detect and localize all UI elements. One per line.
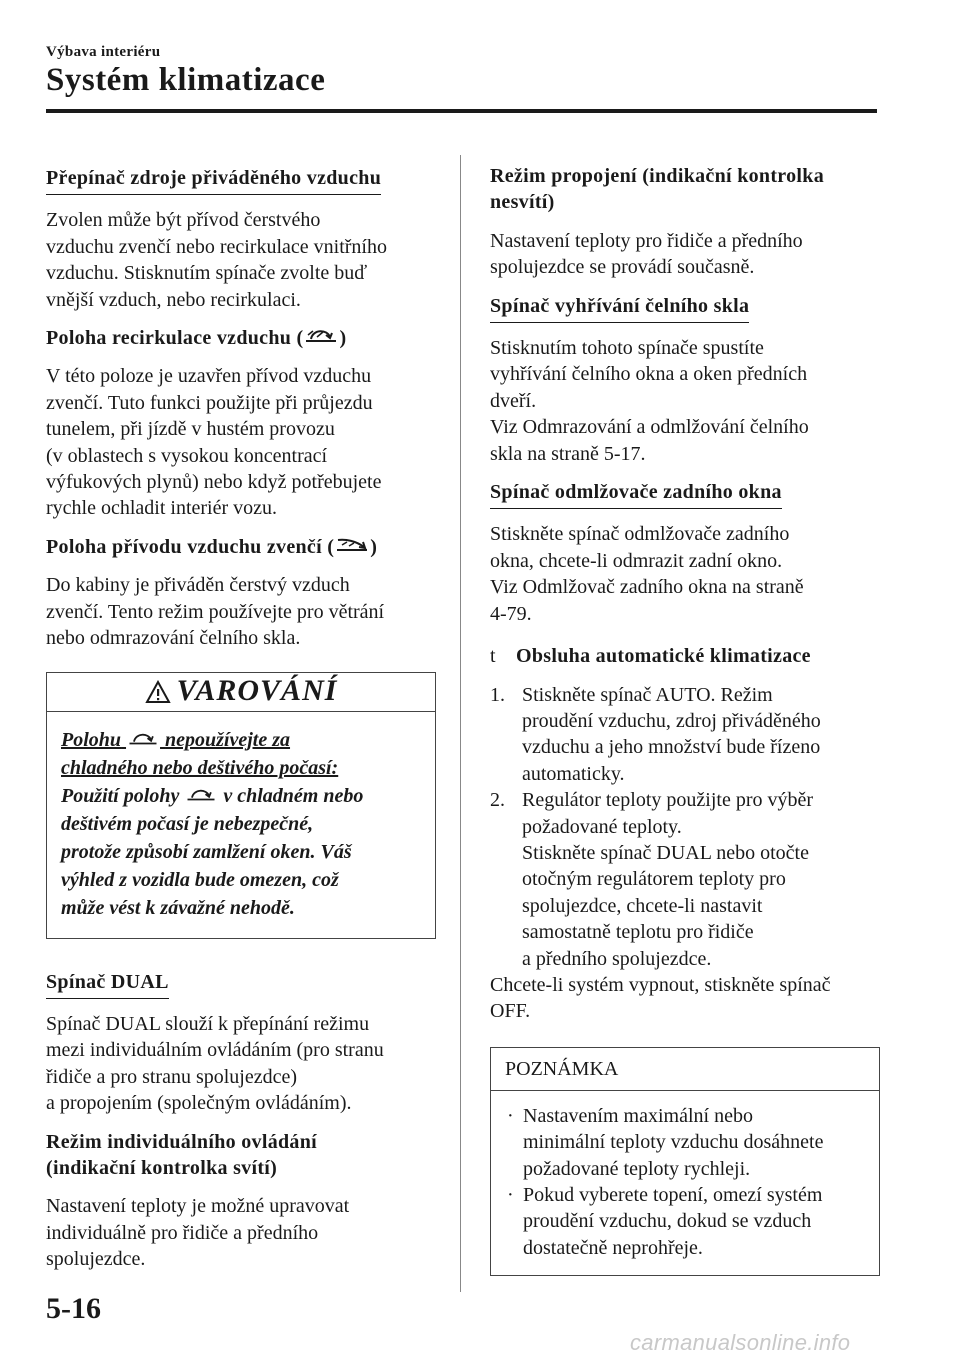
title-rule [46,109,877,113]
column-divider [460,155,461,1292]
heading-windshield-heater: Spínač vyhřívání čelního skla [490,293,749,323]
heading-fresh-air: Poloha přívodu vzduchu zvenčí ( ) [46,535,378,558]
heading-dual-switch: Spínač DUAL [46,969,169,999]
right-column [490,163,880,1276]
recirculation-icon [184,786,218,804]
watermark: carmanualsonline.info [630,1330,851,1355]
paragraph: Nastavení teploty je možné upravovat individuálně pro řidiče a předního spolujezdce. [46,1195,350,1271]
heading-air-source: Přepínač zdroje přiváděného vzduchu [46,165,381,195]
heading-recirculation: Poloha recirkulace vzduchu ( ) [46,327,347,350]
note-body [491,1091,879,1275]
paragraph: Stisknutím tohoto spínače spustíte vyhřívání čelního okna a oken předních dveří. Viz Odmrazování a odmlžování čelního skla na straně 5-17. [490,337,809,465]
paragraph: Spínač DUAL slouží k přepínání režimu mezi individuálním ovládáním (pro stranu řidiče a pro stranu spolujezdce) a propojením (společným ovládáním). [46,1012,384,1115]
warning-title: VAROVÁNÍ [176,674,338,708]
page-number: 5-16 [46,1292,101,1325]
heading-rear-defroster: Spínač odmlžovače zadního okna [490,479,782,509]
paragraph: Do kabiny je přiváděn čerstvý vzduch zvenčí. Tento režim používejte pro větrání nebo odmrazování čelního skla. [46,574,385,650]
paragraph: Nastavení teploty pro řidiče a předního spolujezdce se provádí současně. [490,229,803,279]
left-column [46,165,436,1273]
section-label: Výbava interiéru [46,44,161,60]
paragraph: Chcete-li systém vypnout, stiskněte spínač OFF. [490,973,831,1023]
note-item: · Nastavením maximální nebo minimální teploty vzduchu dosáhnete požadované teploty rychleji. [507,1104,824,1180]
note-item: · Pokud vyberete topení, omezí systém proudění vzduchu, dokud se vzduch dostatečně neprohřeje. [507,1184,823,1259]
warning-triangle-icon [145,680,171,704]
list-item: 2. Regulátor teploty použijte pro výběr požadované teploty. Stiskněte spínač DUAL nebo otočte otočným regulátorem teploty pro spolujezdce, chcete-li nastavit samostatně teplotu pro řidiče a předního spolujezdce. [490,789,814,970]
list-item: 1. Stiskněte spínač AUTO. Režim proudění vzduchu, zdroj přiváděného vzduchu a jeho množství bude řízeno automaticky. [490,683,821,785]
warning-header [47,673,435,712]
heading-individual-mode: Režim individuálního ovládání (indikační kontrolka svítí) [46,1130,317,1179]
paragraph: V této poloze je uzavřen přívod vzduchu zvenčí. Tuto funkci použijte při průjezdu tunelem, při jízdě v hustém provozu (v oblastech s vysokou koncentrací výfukových plynů) nebo když potřebujete rychle ochladit interiér vozu. [46,365,382,520]
steps-list [490,682,880,972]
fresh-air-icon [334,535,370,555]
paragraph: Stiskněte spínač odmlžovače zadního okna, chcete-li odmrazit zadní okno. Viz Odmlžovač zadního okna na straně 4-79. [490,523,804,625]
recirculation-icon [303,326,339,346]
note-title: POZNÁMKA [491,1048,879,1091]
heading-linked-mode: Režim propojení (indikační kontrolka nesvítí) [490,165,824,214]
bullet-marker: t [490,645,496,668]
heading-auto-climate: t Obsluha automatické klimatizace [490,643,880,669]
warning-text: Polohu nepoužívejte za chladného nebo deštivého počasí: Použití polohy v chladném nebo deštivém počasí je nebezpečné, protože způsobí zamlžení oken. Váš výhled z vozidla bude omezen, což může vést k závažné nehodě. [61,728,364,919]
note-box [490,1047,880,1276]
recirculation-icon [126,730,160,748]
warning-box [46,672,436,939]
page-title: Systém klimatizace [46,62,326,98]
paragraph: Zvolen může být přívod čerstvého vzduchu zvenčí nebo recirkulace vnitřního vzduchu. Stisknutím spínače zvolte buď vnější vzduch, nebo recirkulaci. [46,209,387,311]
